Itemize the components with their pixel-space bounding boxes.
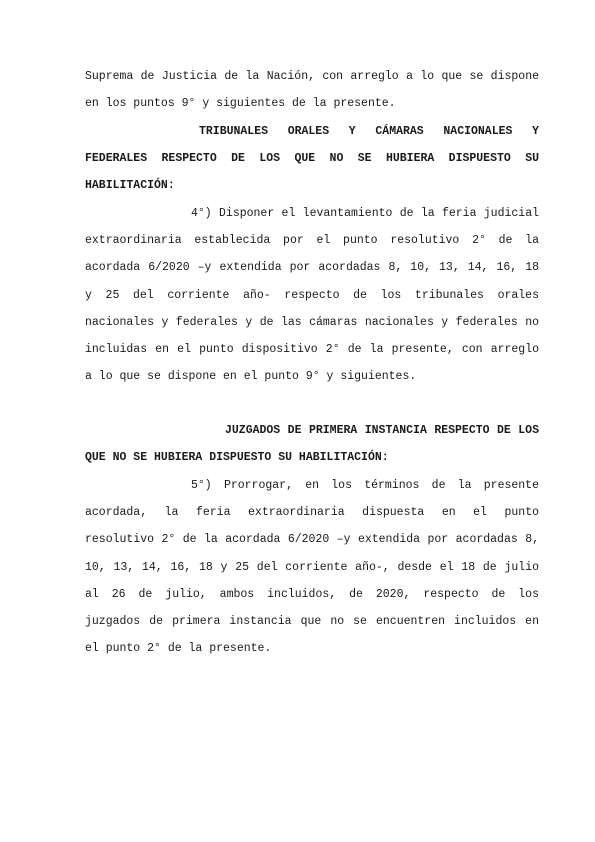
section-heading-tribunales: TRIBUNALES ORALES Y CÁMARAS NACIONALES Y FEDERALES RESPECTO DE LOS QUE NO SE HUBIERA DISPUESTO SU HABILITACIÓN: <box>85 125 539 193</box>
paragraph-point-4: 4°) Disponer el levantamiento de la feria judicial extraordinaria establecida por el punto resolutivo 2° de la acordada 6/2020 –y extendida por acordadas 8, 10, 13, 14, 16, 18 y 25 del corriente año- respecto de los tribunales orales nacionales y federales y de las cámaras nacionales y federales no incluidas en el punto dispositivo 2° de la presente, con arreglo a lo que se dispone en el punto 9° y siguientes. <box>85 207 539 384</box>
intro-paragraph: Suprema de Justicia de la Nación, con arreglo a lo que se dispone en los puntos 9° y siguientes de la presente. <box>85 70 539 111</box>
paragraph-point-5: 5°) Prorrogar, en los términos de la presente acordada, la feria extraordinaria dispuesta en el punto resolutivo 2° de la acordada 6/2020 –y extendida por acordadas 8, 10, 13, 14, 16, 18 y 25 del corriente año-, desde el 18 de julio al 26 de julio, ambos incluidos, de 2020, respecto de los juzgados de primera instancia que no se encuentren incluidos en el punto 2° de la presente. <box>85 479 539 656</box>
section-heading-juzgados: JUZGADOS DE PRIMERA INSTANCIA RESPECTO DE LOS QUE NO SE HUBIERA DISPUESTO SU HABILITACIÓN: <box>85 424 539 465</box>
